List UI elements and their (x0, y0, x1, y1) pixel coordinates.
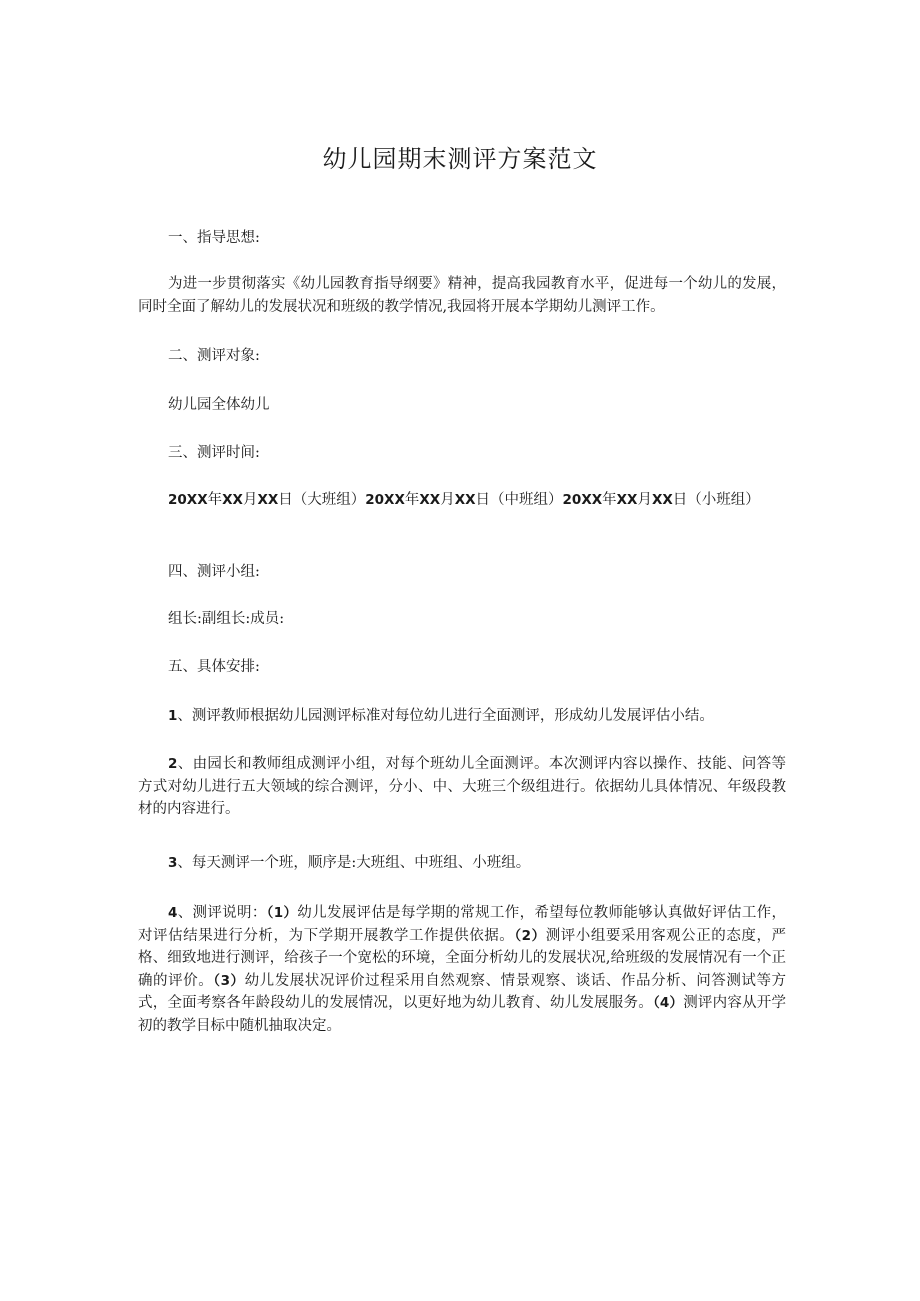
note-text: 测评小组要采用客观公正的态度，严格、细致地进行测评，给孩子一个宽松的环境，全面分析幼儿的发展状况,给班级的发展情况有一个正确的评价。 (138, 927, 787, 989)
date-month: XX (419, 492, 441, 508)
arrangement-item-number: 4 (168, 905, 178, 921)
date-unit-month: 月 (440, 492, 455, 508)
group-large-label: （大班组） (292, 492, 366, 508)
date-unit-year: 年 (602, 492, 617, 508)
arrangement-item-text: 、由园长和教师组成测评小组，对每个班幼儿全面测评。本次测评内容以操作、技能、问答等方式对幼儿进行五大领域的综合测评，分小、中、大班三个级组进行。依据幼儿具体情况、年级段教材的内容进行。 (138, 756, 786, 817)
arrangement-item-text: 、每天测评一个班，顺序是:大班组、中班组、小班组。 (177, 855, 531, 871)
note-number: （1） (266, 905, 298, 921)
date-day: XX (454, 492, 476, 508)
section-body-assessment-target: 幼儿园全体幼儿 (168, 397, 270, 413)
date-unit-month: 月 (242, 492, 258, 508)
date-month: XX (222, 492, 243, 508)
note-number: （4） (652, 995, 684, 1011)
arrangement-item-1 (138, 705, 786, 728)
arrangement-item-2 (138, 753, 786, 821)
date-year: 20XX (168, 492, 208, 508)
note-text: 幼儿发展评估是每学期的常规工作，希望每位教师能够认真做好评估工作，对评估结果进行分析，为下学期开展教学工作提供依据。 (138, 905, 787, 944)
section-heading-assessment-target: 二、测评对象: (168, 348, 260, 364)
date-unit-year: 年 (404, 492, 420, 508)
date-day: XX (257, 492, 279, 508)
arrangement-item-intro: 、测评说明： (177, 905, 267, 921)
arrangement-item-3 (138, 852, 786, 875)
date-day: XX (651, 492, 673, 508)
section-heading-assessment-time: 三、测评时间: (168, 445, 260, 461)
section-heading-assessment-team: 四、测评小组: (168, 564, 260, 580)
date-year: 20XX (365, 492, 405, 508)
group-small-label-tail: 组） (730, 492, 760, 508)
date-unit-year: 年 (207, 492, 223, 508)
note-text: 幼儿发展状况评价过程采用自然观察、情景观察、谈话、作品分析、问答测试等方式，全面考察各年龄段幼儿的发展情况，以更好地为幼儿教育、幼儿发展服务。 (138, 972, 786, 1011)
section-heading-guiding-thought: 一、指导思想: (168, 230, 260, 246)
arrangement-item-number: 1 (168, 708, 178, 724)
section-body-assessment-team: 组长:副组长:成员: (168, 611, 285, 627)
group-middle-label: （中班组） (490, 492, 563, 508)
date-unit-day: 日 (278, 492, 293, 508)
arrangement-item-4 (138, 902, 786, 1037)
note-number: （2） (514, 927, 546, 944)
document-title: 幼儿园期末测评方案范文 (322, 145, 598, 173)
date-year: 20XX (562, 492, 603, 508)
arrangement-item-number: 3 (168, 855, 178, 871)
date-month: XX (616, 492, 638, 508)
arrangement-item-text: 、测评教师根据幼儿园测评标准对每位幼儿进行全面测评，形成幼儿发展评估小结。 (177, 708, 714, 724)
note-number: （3） (213, 972, 245, 989)
arrangement-item-number: 2 (168, 756, 178, 772)
section-body-guiding-thought: 为进一步贯彻落实《幼儿园教育指导纲要》精神，提高我园教育水平，促进每一个幼儿的发展，同时全面了解幼儿的发展状况和班级的教学情况,我园将开展本学期幼儿测评工作。 (138, 276, 786, 315)
date-unit-month: 月 (637, 492, 652, 508)
group-small-label-head: （小班 (687, 492, 731, 508)
date-unit-day: 日 (672, 492, 688, 508)
section-heading-arrangements: 五、具体安排: (168, 659, 260, 675)
date-unit-day: 日 (475, 492, 491, 508)
section-body-assessment-time (138, 489, 786, 512)
note-text: 测评内容从开学初的教学目标中随机抽取决定。 (138, 995, 786, 1034)
